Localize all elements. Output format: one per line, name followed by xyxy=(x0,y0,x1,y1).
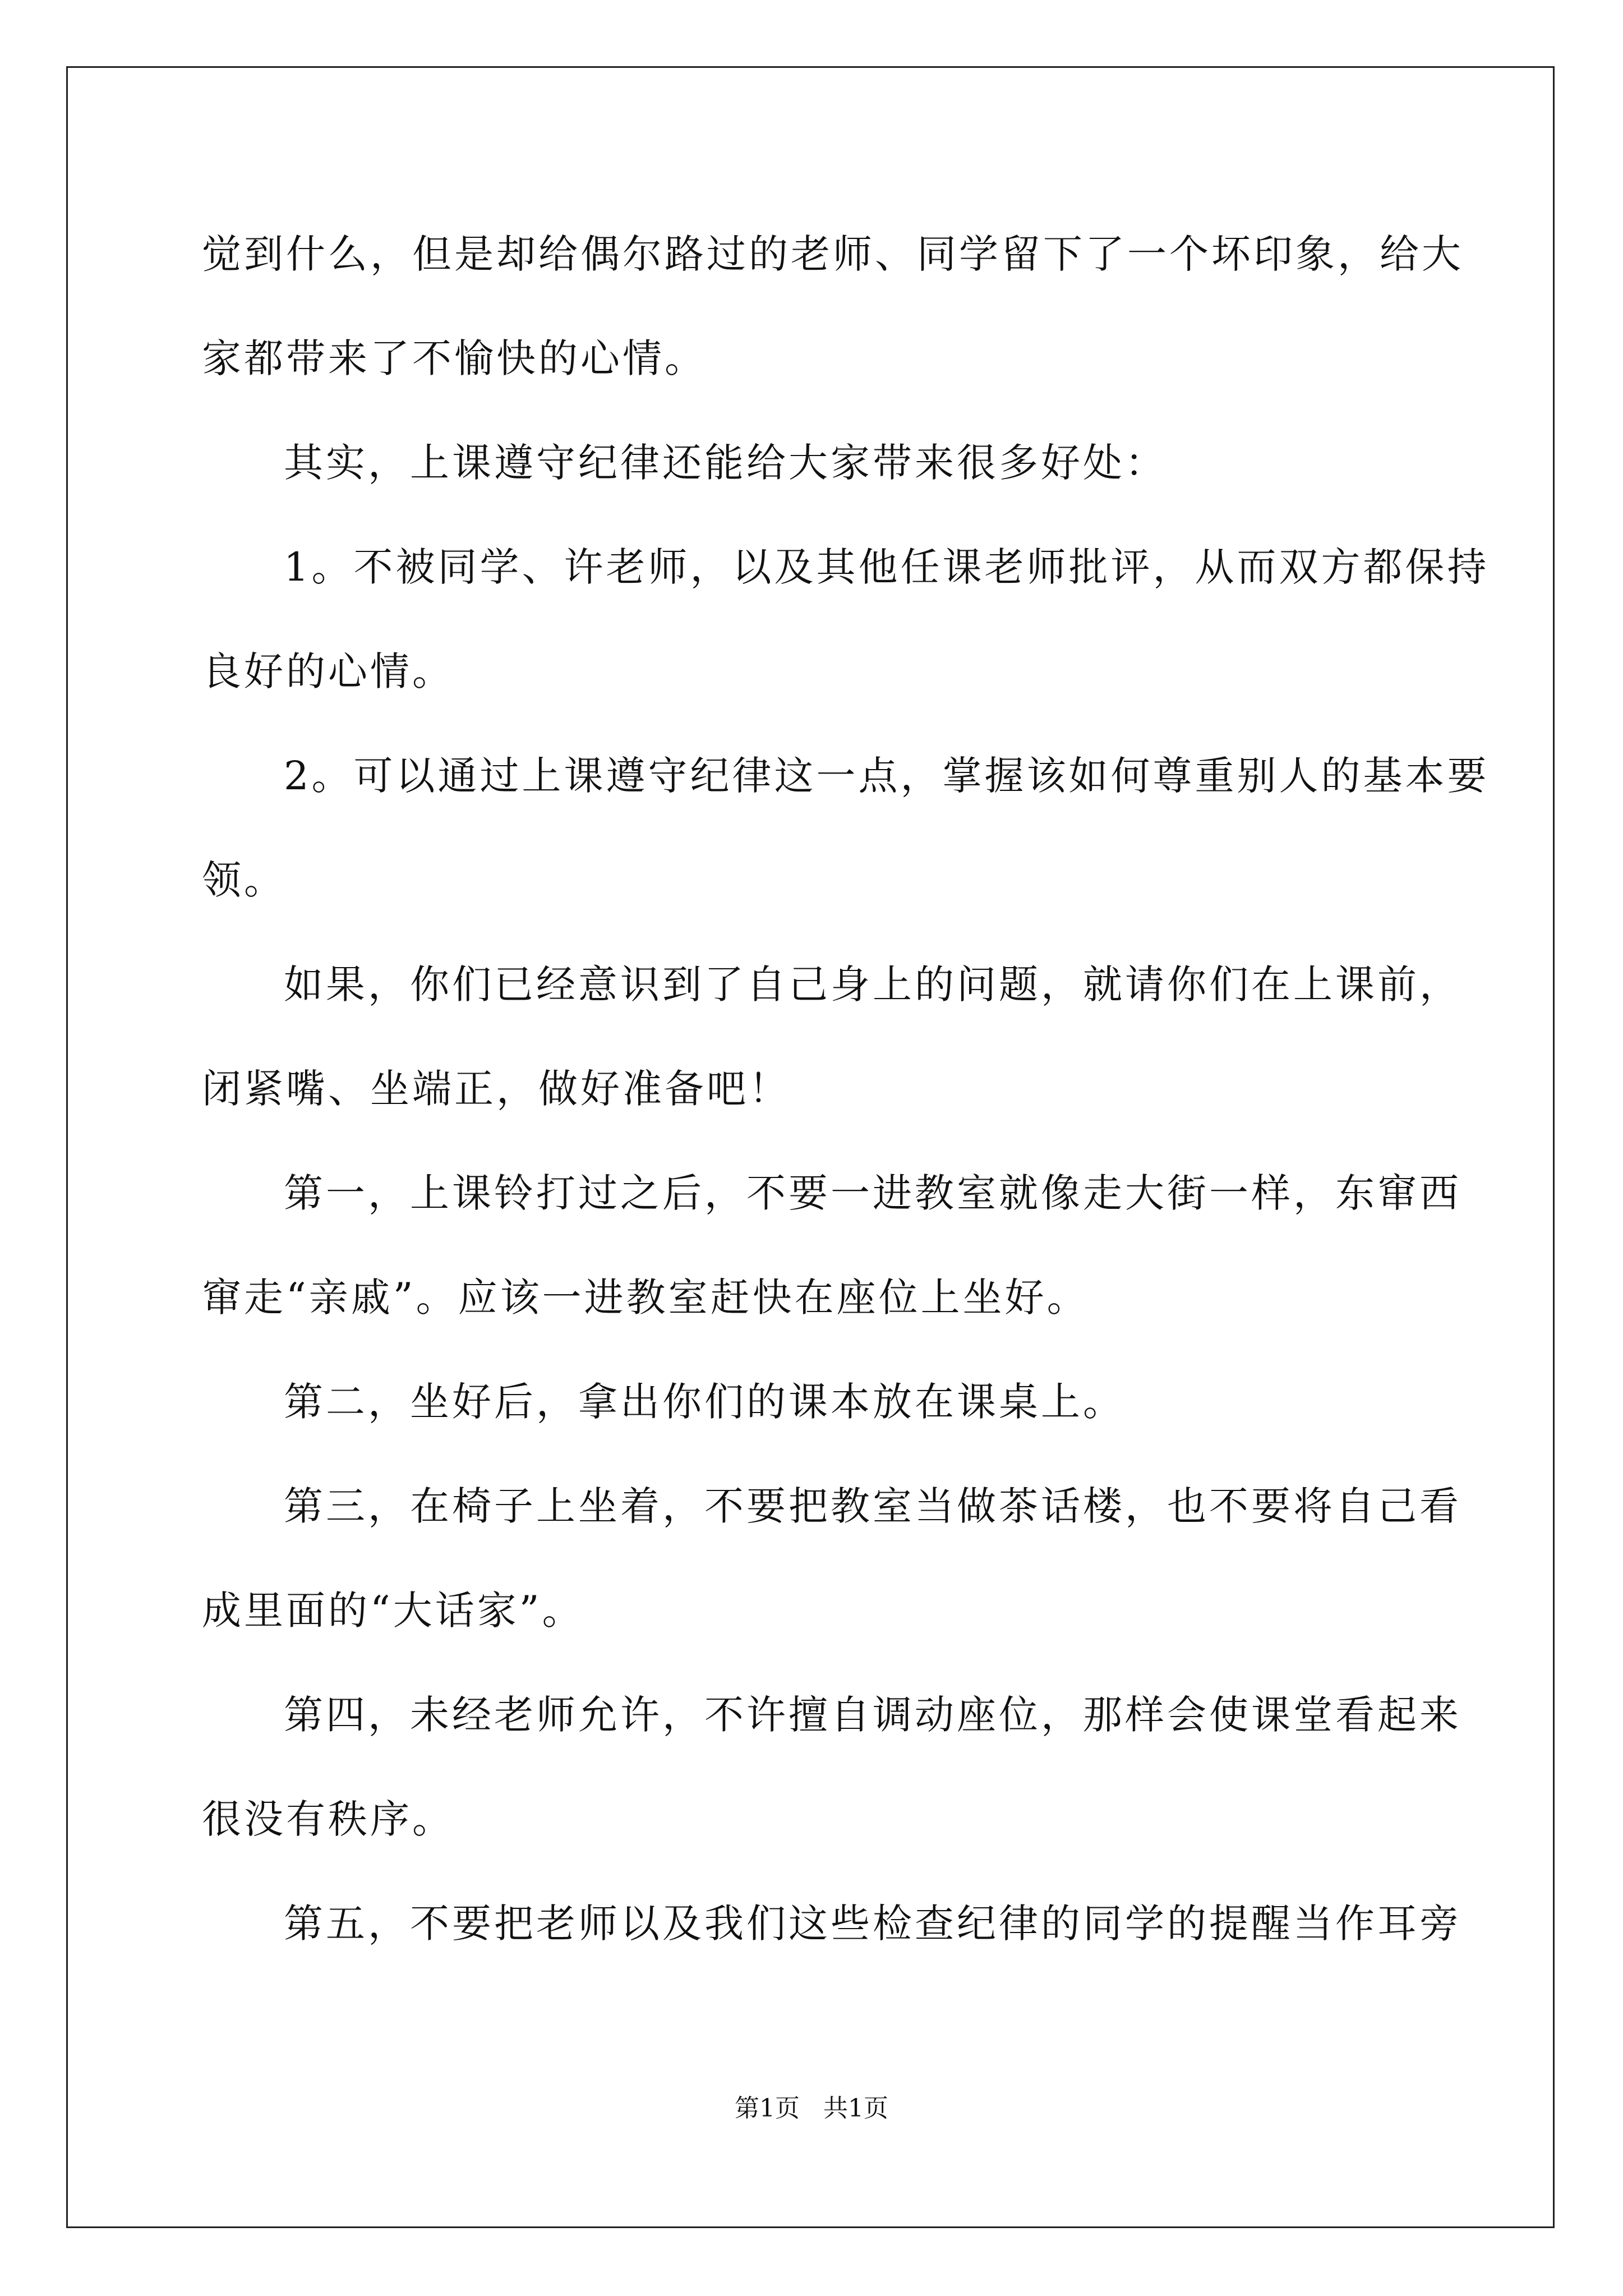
page-footer xyxy=(0,2092,1623,2125)
text-line: 第三，在椅子上坐着，不要把教室当做茶话楼，也不要将自己看 xyxy=(284,1483,1461,1529)
page-number: 第1页 xyxy=(735,2094,800,2123)
text-line: 第四，未经老师允许，不许擅自调动座位，那样会使课堂看起来 xyxy=(284,1692,1461,1738)
text-line: 第一，上课铃打过之后，不要一进教室就像走大街一样，东窜西 xyxy=(284,1170,1461,1216)
text-line: 第五，不要把老师以及我们这些检查纪律的同学的提醒当作耳旁 xyxy=(284,1901,1461,1947)
text-line: 家都带来了不愉快的心情。 xyxy=(202,335,707,381)
text-line: 良好的心情。 xyxy=(202,648,454,694)
text-line: 窜走“亲戚”。应该一进教室赶快在座位上坐好。 xyxy=(202,1274,1089,1320)
text-line: 如果，你们已经意识到了自己身上的问题，就请你们在上课前， xyxy=(284,961,1461,1007)
text-line: 第二，坐好后，拿出你们的课本放在课桌上。 xyxy=(284,1379,1125,1425)
document-body xyxy=(202,202,1490,1976)
text-line: 其实，上课遵守纪律还能给大家带来很多好处： xyxy=(284,440,1167,486)
text-line: 成里面的“大话家”。 xyxy=(202,1588,584,1634)
page-total: 共1页 xyxy=(823,2094,888,2123)
text-line: 领。 xyxy=(202,857,286,903)
text-line: 闭紧嘴、坐端正，做好准备吧！ xyxy=(202,1066,791,1112)
text-line: 觉到什么，但是却给偶尔路过的老师、同学留下了一个坏印象，给大 xyxy=(202,231,1464,277)
text-line: 2。可以通过上课遵守纪律这一点，掌握该如何尊重别人的基本要 xyxy=(284,753,1490,799)
text-line: 很没有秩序。 xyxy=(202,1796,454,1842)
text-line: 1。不被同学、许老师，以及其他任课老师批评，从而双方都保持 xyxy=(284,544,1490,590)
